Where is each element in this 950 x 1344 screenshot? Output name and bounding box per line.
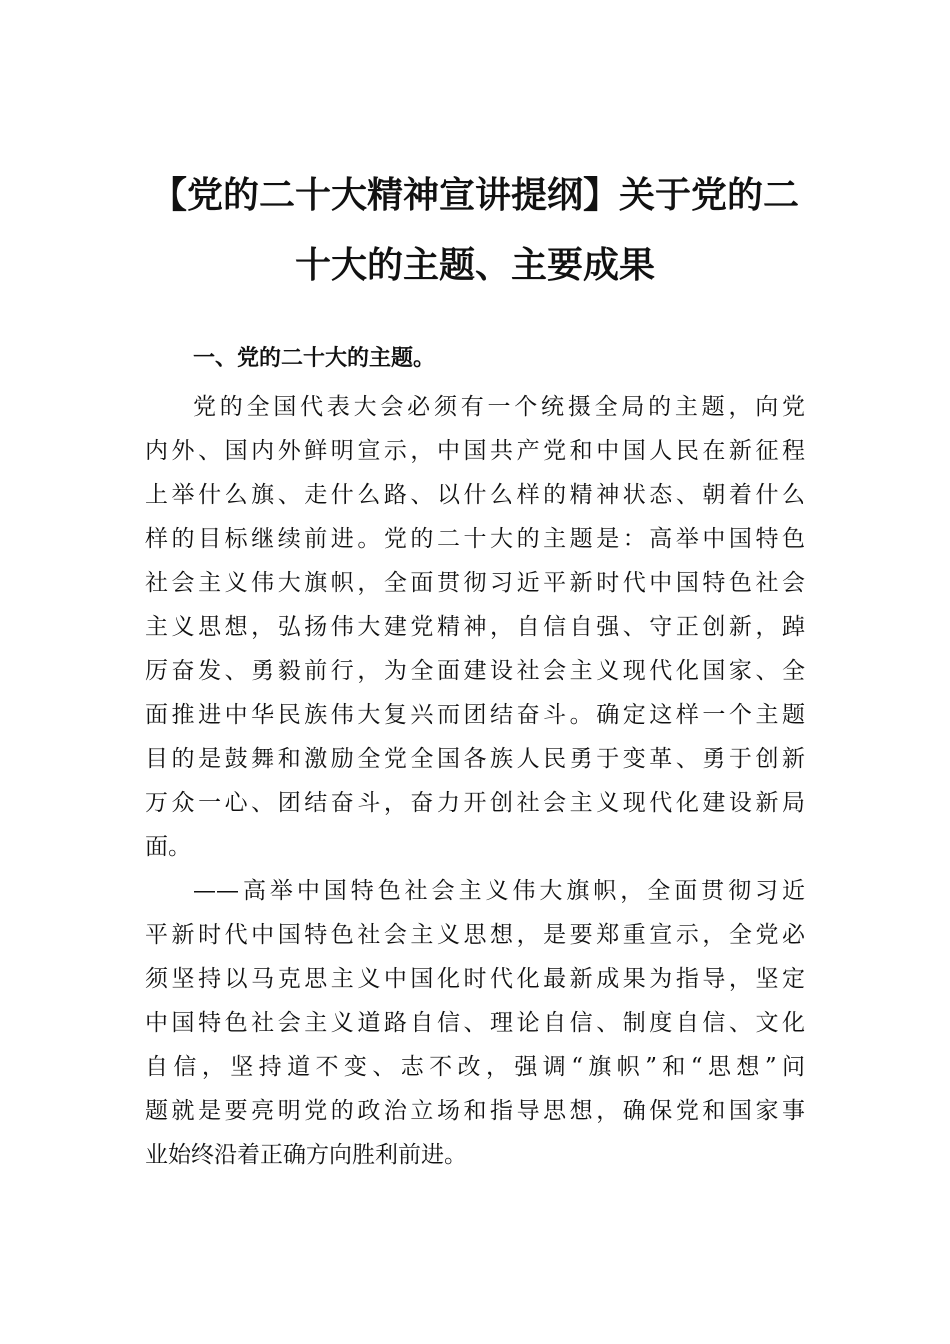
document-title-line-1: 【党的二十大精神宣讲提纲】关于党的二 xyxy=(150,175,799,216)
paragraph-1-line: 主义思想，弘扬伟大建党精神，自信自强、守正创新，踔 xyxy=(145,614,805,640)
paragraph-1-line: 厉奋发、勇毅前行，为全面建设社会主义现代化国家、全 xyxy=(145,658,805,684)
paragraph-1-line: 社会主义伟大旗帜，全面贯彻习近平新时代中国特色社会 xyxy=(145,570,805,596)
paragraph-1-line: 目的是鼓舞和激励全党全国各族人民勇于变革、勇于创新 xyxy=(145,746,805,772)
paragraph-2-line: 业始终沿着正确方向胜利前进。 xyxy=(145,1142,467,1168)
paragraph-1-line: 面推进中华民族伟大复兴而团结奋斗。确定这样一个主题 xyxy=(145,702,805,728)
paragraph-2-line: 须坚持以马克思主义中国化时代化最新成果为指导，坚定 xyxy=(145,966,805,992)
paragraph-1-line: 内外、国内外鲜明宣示，中国共产党和中国人民在新征程 xyxy=(145,438,805,464)
paragraph-2-line: 自信，坚持道不变、志不改，强调“旗帜”和“思想”问 xyxy=(145,1054,805,1080)
paragraph-1-line: 样的目标继续前进。党的二十大的主题是：高举中国特色 xyxy=(145,526,805,552)
paragraph-1-line: 万众一心、团结奋斗，奋力开创社会主义现代化建设新局 xyxy=(145,790,805,816)
paragraph-2-line: 题就是要亮明党的政治立场和指导思想，确保党和国家事 xyxy=(145,1098,805,1124)
paragraph-2-line: ——高举中国特色社会主义伟大旗帜，全面贯彻习近 xyxy=(193,878,805,904)
document-title-line-2: 十大的主题、主要成果 xyxy=(294,245,655,286)
paragraph-1-line: 面。 xyxy=(145,834,191,860)
section-heading: 一、党的二十大的主题。 xyxy=(193,346,436,371)
paragraph-1-line: 上举什么旗、走什么路、以什么样的精神状态、朝着什么 xyxy=(145,482,805,508)
paragraph-1-line: 党的全国代表大会必须有一个统摄全局的主题，向党 xyxy=(193,394,805,420)
paragraph-2-line: 中国特色社会主义道路自信、理论自信、制度自信、文化 xyxy=(145,1010,805,1036)
paragraph-2-line: 平新时代中国特色社会主义思想，是要郑重宣示，全党必 xyxy=(145,922,805,948)
